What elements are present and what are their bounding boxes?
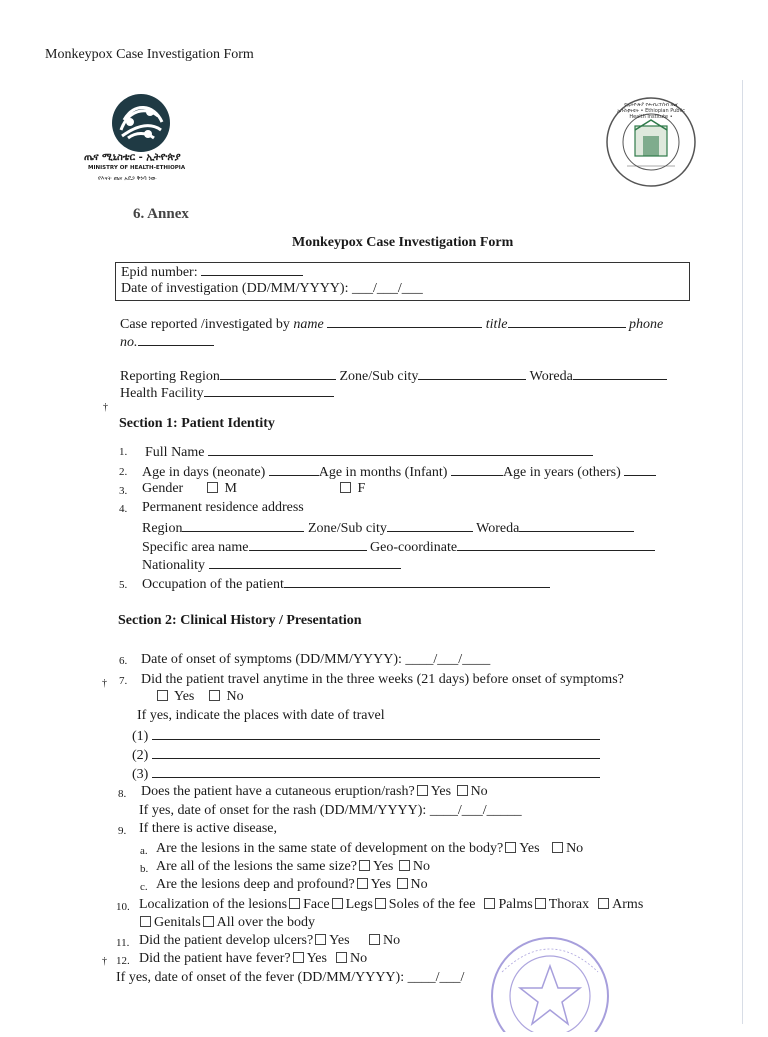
gender-female-label: F [357,481,366,496]
specific-area-label: Specific area name [142,540,249,555]
page-edge-shadow [742,80,743,1024]
rash-yes-label: Yes [430,784,452,799]
stamp-seal-icon [488,932,613,1032]
item-number-2: 2. [119,466,128,478]
address-region-row[interactable] [142,519,634,537]
fever-onset-field[interactable]: If yes, date of onset of the fever (DD/MM/YYYY): ____/___/ [116,970,465,985]
travel-yes-option[interactable] [155,689,194,705]
checkbox-same-size-yes[interactable] [359,860,370,871]
checkbox-fever-no[interactable] [336,952,347,963]
checkbox-same-size-no[interactable] [399,860,410,871]
face-label: Face [303,897,330,912]
deep-no-label: No [410,877,428,892]
ulcers-no-label: No [383,933,401,948]
occupation-label: Occupation of the patient [142,577,284,592]
travel-place-2-label: (2) [132,748,149,763]
epid-label: Epid number: [121,265,198,280]
lesion-localization-row-2[interactable] [138,915,315,931]
travel-place-1[interactable] [132,727,600,745]
checkbox-same-state-no[interactable] [552,842,563,853]
margin-mark-3: † [102,956,107,967]
ephi-seal-logo [605,96,697,188]
checkbox-rash-yes[interactable] [417,785,428,796]
gender-female-option[interactable] [338,481,365,497]
official-stamp [488,932,613,1032]
occupation-field[interactable] [142,575,550,593]
checkbox-palms[interactable] [484,898,495,909]
item-number-11: 11. [116,937,130,949]
item-number-3: 3. [119,485,128,497]
checkbox-legs[interactable] [332,898,343,909]
address-woreda-label: Woreda [476,521,520,536]
item-number-8: 8. [118,788,127,800]
date-of-investigation-field[interactable]: Date of investigation (DD/MM/YYYY): ___/___/___ [121,281,423,296]
lesion-localization-row[interactable] [139,897,643,913]
moh-emblem-icon [106,92,176,154]
epid-field[interactable] [121,263,303,281]
moh-tagline: የእናት ጤና አደጋ ቅነሳ ነው [98,175,157,182]
rash-no-label: No [470,784,488,799]
same-state-yes-label: Yes [519,841,540,856]
item-number-9: 9. [118,825,127,837]
rash-onset-field[interactable]: If yes, date of onset for the rash (DD/MM/YYYY): ____/___/_____ [139,803,522,818]
lesions-deep-row[interactable] [156,877,428,893]
reporting-region-label: Reporting Region [120,369,220,384]
age-neonate-label: Age in days (neonate) [142,465,266,480]
reporting-zone-label: Zone/Sub city [339,369,419,384]
moh-english-name: MINISTRY OF HEALTH-ETHIOPIA [88,165,186,171]
active-disease-label: If there is active disease, [139,821,277,836]
soles-label: Soles of the fee [388,897,476,912]
item-number-1: 1. [119,446,128,458]
checkbox-deep-no[interactable] [397,878,408,889]
full-name-label: Full Name [145,445,205,460]
margin-mark-2: † [102,678,107,689]
checkbox-face[interactable] [289,898,300,909]
checkbox-fever-yes[interactable] [293,952,304,963]
form-title: Monkeypox Case Investigation Form [292,235,514,250]
reported-by-label: Case reported /investigated by [120,317,290,332]
lesions-deep-question: Are the lesions deep and profound? [156,877,355,892]
travel-places-label: If yes, indicate the places with date of travel [137,708,385,723]
travel-yes-label: Yes [173,689,195,704]
item-number-7: 7. [119,675,128,687]
checkbox-soles[interactable] [375,898,386,909]
ulcers-question: Did the patient develop ulcers? [139,933,314,948]
lesions-same-state-question: Are the lesions in the same state of development on the body? [156,841,504,856]
item-number-6: 6. [119,655,128,667]
permanent-address-label: Permanent residence address [142,500,304,515]
nationality-field[interactable] [142,556,401,574]
address-zone-label: Zone/Sub city [307,521,387,536]
gender-male-option[interactable] [205,481,237,497]
item-number-10: 10. [116,901,130,913]
age-infant-label: Age in months (Infant) [318,465,448,480]
gender-male-label: M [224,481,237,496]
health-facility-field[interactable] [120,384,334,402]
sub-letter-c: c. [140,881,148,893]
same-state-no-label: No [566,841,584,856]
legs-label: Legs [345,897,373,912]
full-name-field[interactable] [145,443,593,461]
lesions-same-state-row[interactable] [156,841,583,857]
checkbox-same-state-yes[interactable] [505,842,516,853]
sub-letter-b: b. [140,863,149,875]
ulcers-row[interactable] [139,933,400,949]
sub-letter-a: a. [140,845,148,857]
lesions-same-size-question: Are all of the lesions the same size? [156,859,357,874]
all-over-label: All over the body [216,915,316,930]
checkbox-all-over[interactable] [203,916,214,927]
geo-coordinate-label: Geo-coordinate [370,540,458,555]
margin-mark-1: † [103,402,108,413]
travel-place-3-label: (3) [132,767,149,782]
nationality-label: Nationality [142,558,205,573]
checkbox-male[interactable] [207,482,218,493]
ephi-seal-ring-text: የኢትዮጵያ የሕብረተሰብ ጤና ኢንስቲትዩት • Ethiopian Public Health Institute • [616,102,685,120]
checkbox-female[interactable] [340,482,351,493]
phone-number-field[interactable] [120,333,214,351]
health-facility-label: Health Facility [120,386,204,401]
travel-place-1-label: (1) [132,729,149,744]
rash-question-row[interactable] [141,784,488,800]
travel-place-2[interactable] [132,746,600,764]
fever-no-label: No [349,951,368,966]
checkbox-ulcers-no[interactable] [369,934,380,945]
fever-row[interactable] [139,951,367,967]
travel-no-label: No [226,689,244,704]
ministry-of-health-logo [84,92,190,187]
specific-area-row[interactable] [142,538,655,556]
checkbox-travel-yes[interactable] [157,690,168,701]
section2-heading: Section 2: Clinical History / Presentation [118,613,362,628]
reporting-woreda-label: Woreda [529,369,573,384]
moh-amharic-name: ጤና ሚኒስቴር - ኢትዮጵያ [84,152,181,163]
genitals-label: Genitals [154,915,201,930]
reported-title-label: title [485,317,508,332]
reported-name-label: name [293,317,324,332]
address-region-label: Region [142,521,183,536]
item-number-12: 12. [116,955,130,967]
reporting-location-row[interactable] [120,367,667,385]
thorax-label: Thorax [548,897,590,912]
rash-question: Does the patient have a cutaneous eruption/rash? [141,784,415,799]
checkbox-travel-no[interactable] [209,690,220,701]
age-others-label: Age in years (others) [502,465,621,480]
age-row[interactable] [142,463,656,481]
fever-question: Did the patient have fever? [139,951,291,966]
palms-label: Palms [498,897,533,912]
gender-label: Gender [142,481,184,496]
fever-yes-label: Yes [306,951,327,966]
reported-phone-label: phone [629,317,664,332]
checkbox-genitals[interactable] [140,916,151,927]
onset-symptoms-field[interactable]: Date of onset of symptoms (DD/MM/YYYY): ____/___/____ [141,652,491,667]
checkbox-arms[interactable] [598,898,609,909]
checkbox-rash-no[interactable] [457,785,468,796]
travel-question: Did the patient travel anytime in the three weeks (21 days) before onset of symptoms? [141,672,624,687]
same-size-no-label: No [412,859,430,874]
lesion-localization-label: Localization of the lesions [139,897,288,912]
deep-yes-label: Yes [370,877,392,892]
checkbox-deep-yes[interactable] [357,878,368,889]
checkbox-thorax[interactable] [535,898,546,909]
arms-label: Arms [612,897,644,912]
item-number-4: 4. [119,503,128,515]
reported-by-field[interactable] [120,315,663,333]
lesions-same-size-row[interactable] [156,859,430,875]
checkbox-ulcers-yes[interactable] [315,934,326,945]
page-header-title: Monkeypox Case Investigation Form [45,47,254,62]
ulcers-yes-label: Yes [329,933,350,948]
phone-no-label: no. [120,335,138,350]
travel-no-option[interactable] [207,689,244,705]
item-number-5: 5. [119,579,128,591]
same-size-yes-label: Yes [372,859,394,874]
section1-heading: Section 1: Patient Identity [119,416,275,431]
annex-heading: 6. Annex [133,206,189,222]
travel-place-3[interactable] [132,765,600,783]
